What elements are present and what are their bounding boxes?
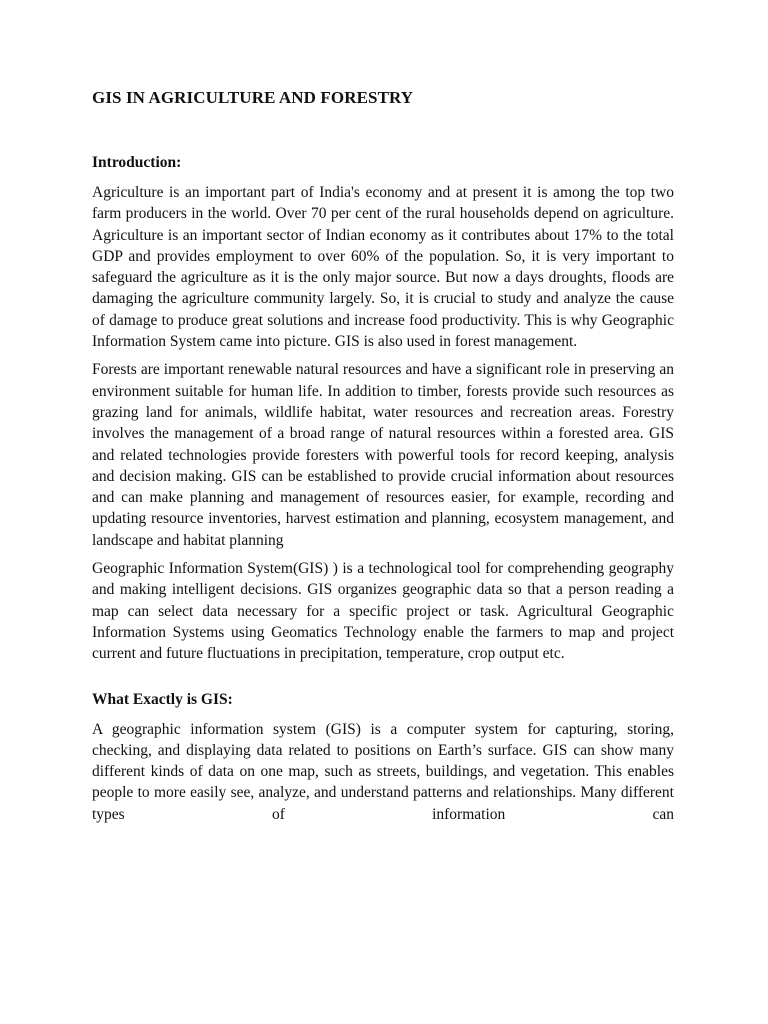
- document-page: [92, 88, 674, 832]
- paragraph-forests: Forests are important renewable natural resources and have a significant role in preserving an environment suitable for human life. In addition to timber, forests provide such resources as grazing land for animals, wildlife habitat, water resources and recreation areas. Forestry involves the management of a broad range of natural resources within a forested area. GIS and related technologies provide foresters with powerful tools for record keeping, analysis and decision making. GIS can be established to provide crucial information about resources and can make planning and management of resources easier, for example, recording and updating resource inventories, harvest estimation and planning, ecosystem management, and landscape and habitat planning: [92, 361, 674, 549]
- paragraph-gis-tool: Geographic Information System(GIS) ) is a technological tool for comprehending geography and making intelligent decisions. GIS organizes geographic data so that a person reading a map can select data necessary for a specific project or task. Agricultural Geographic Information Systems using Geomatics Technology enable the farmers to map and project current and future fluctuations in precipitation, temperature, crop output etc.: [92, 560, 674, 663]
- paragraph-gis-definition: A geographic information system (GIS) is a computer system for capturing, storing, checking, and displaying data related to positions on Earth’s surface. GIS can show many different kinds of data on one map, such as streets, buildings, and vegetation. This enables people to more easily see, analyze, and understand patterns and relationships. Many different types of information can: [92, 720, 674, 823]
- document-title: GIS IN AGRICULTURE AND FORESTRY: [92, 88, 414, 107]
- section-heading-introduction: Introduction:: [92, 154, 182, 171]
- section-introduction: [92, 154, 674, 665]
- section-what-is-gis: [92, 691, 674, 825]
- section-heading-what-is-gis: What Exactly is GIS:: [92, 690, 233, 708]
- paragraph-agriculture: Agriculture is an important part of India's economy and at present it is among the top two farm producers in the world. Over 70 per cent of the rural households depend on agriculture. Agriculture is an important sector of Indian economy as it contributes about 17% to the total GDP and provides employment to over 60% of the population. So, it is very important to safeguard the agriculture as it is the only major source. But now a days droughts, floods are damaging the agriculture community largely. So, it is crucial to study and analyze the cause of damage to produce great solutions and increase food productivity. This is why Geographic Information System came into picture. GIS is also used in forest management.: [92, 184, 674, 351]
